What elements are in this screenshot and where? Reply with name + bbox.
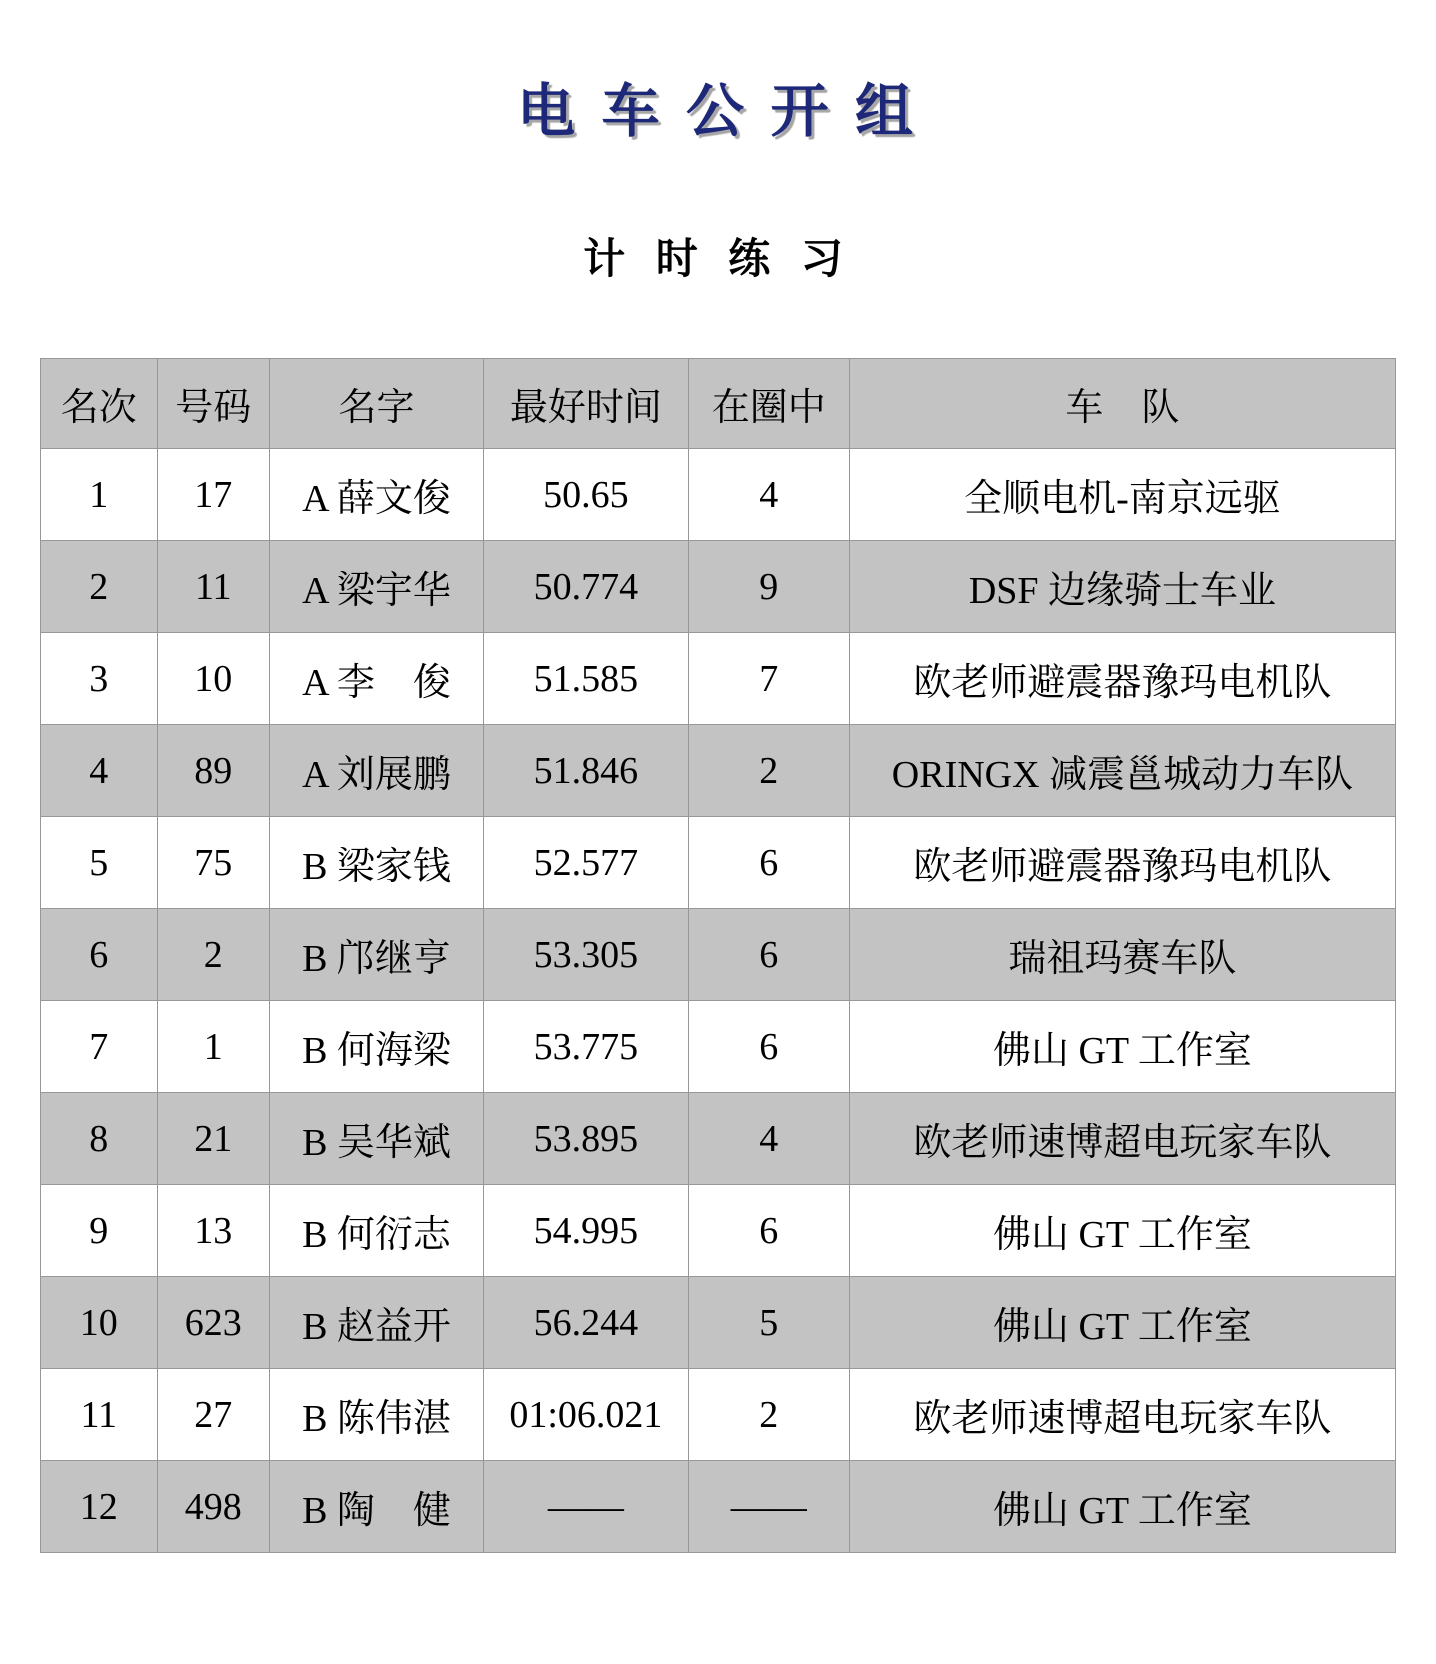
table-row — [41, 1093, 1396, 1185]
table-row — [41, 541, 1396, 633]
cell-best-time: 52.577 — [484, 817, 689, 909]
cell-name: A 薛文俊 — [269, 449, 483, 541]
cell-in-lap: 6 — [688, 1001, 849, 1093]
cell-name: B 陈伟湛 — [269, 1369, 483, 1461]
cell-in-lap: 5 — [688, 1277, 849, 1369]
cell-best-time: —— — [484, 1461, 689, 1553]
cell-number: 623 — [157, 1277, 269, 1369]
cell-best-time: 51.585 — [484, 633, 689, 725]
cell-team: 佛山 GT 工作室 — [849, 1001, 1395, 1093]
column-header-rank: 名次 — [41, 359, 158, 449]
cell-rank: 4 — [41, 725, 158, 817]
cell-in-lap: —— — [688, 1461, 849, 1553]
cell-number: 13 — [157, 1185, 269, 1277]
cell-team: 佛山 GT 工作室 — [849, 1185, 1395, 1277]
cell-best-time: 51.846 — [484, 725, 689, 817]
cell-best-time: 53.895 — [484, 1093, 689, 1185]
cell-number: 27 — [157, 1369, 269, 1461]
table-row — [41, 1001, 1396, 1093]
cell-in-lap: 4 — [688, 449, 849, 541]
cell-in-lap: 6 — [688, 1185, 849, 1277]
cell-number: 10 — [157, 633, 269, 725]
cell-best-time: 54.995 — [484, 1185, 689, 1277]
cell-name: A 李 俊 — [269, 633, 483, 725]
cell-number: 1 — [157, 1001, 269, 1093]
cell-rank: 3 — [41, 633, 158, 725]
cell-best-time: 50.65 — [484, 449, 689, 541]
page-title: 电 车 公 开 组 — [516, 79, 919, 144]
cell-team: 欧老师速博超电玩家车队 — [849, 1093, 1395, 1185]
cell-best-time: 53.775 — [484, 1001, 689, 1093]
cell-name: B 吴华斌 — [269, 1093, 483, 1185]
table-row — [41, 1185, 1396, 1277]
cell-team: 全顺电机-南京远驱 — [849, 449, 1395, 541]
page-subtitle: 计 时 练 习 — [583, 237, 853, 283]
cell-in-lap: 6 — [688, 817, 849, 909]
table-row — [41, 633, 1396, 725]
cell-rank: 1 — [41, 449, 158, 541]
table-row — [41, 725, 1396, 817]
cell-team: 欧老师速博超电玩家车队 — [849, 1369, 1395, 1461]
cell-rank: 9 — [41, 1185, 158, 1277]
cell-best-time: 50.774 — [484, 541, 689, 633]
cell-team: 佛山 GT 工作室 — [849, 1277, 1395, 1369]
cell-number: 75 — [157, 817, 269, 909]
cell-rank: 5 — [41, 817, 158, 909]
cell-name: B 陶 健 — [269, 1461, 483, 1553]
cell-name: B 赵益开 — [269, 1277, 483, 1369]
cell-rank: 7 — [41, 1001, 158, 1093]
column-header-in-lap: 在圈中 — [688, 359, 849, 449]
cell-team: 欧老师避震器豫玛电机队 — [849, 633, 1395, 725]
cell-number: 498 — [157, 1461, 269, 1553]
cell-in-lap: 2 — [688, 1369, 849, 1461]
column-header-number: 号码 — [157, 359, 269, 449]
cell-team: DSF 边缘骑士车业 — [849, 541, 1395, 633]
cell-in-lap: 2 — [688, 725, 849, 817]
cell-rank: 10 — [41, 1277, 158, 1369]
column-header-name: 名字 — [269, 359, 483, 449]
cell-name: A 梁宇华 — [269, 541, 483, 633]
table-row — [41, 817, 1396, 909]
cell-team: 佛山 GT 工作室 — [849, 1461, 1395, 1553]
column-header-best-time: 最好时间 — [484, 359, 689, 449]
cell-team: 瑞祖玛赛车队 — [849, 909, 1395, 1001]
cell-name: B 何海梁 — [269, 1001, 483, 1093]
cell-rank: 6 — [41, 909, 158, 1001]
cell-name: A 刘展鹏 — [269, 725, 483, 817]
cell-rank: 12 — [41, 1461, 158, 1553]
cell-number: 21 — [157, 1093, 269, 1185]
cell-best-time: 53.305 — [484, 909, 689, 1001]
table-row — [41, 1369, 1396, 1461]
table-row — [41, 909, 1396, 1001]
cell-best-time: 56.244 — [484, 1277, 689, 1369]
cell-rank: 8 — [41, 1093, 158, 1185]
table-row — [41, 1461, 1396, 1553]
column-header-team: 车 队 — [849, 359, 1395, 449]
cell-name: B 邝继亨 — [269, 909, 483, 1001]
cell-in-lap: 9 — [688, 541, 849, 633]
cell-rank: 11 — [41, 1369, 158, 1461]
table-row — [41, 1277, 1396, 1369]
results-table — [40, 358, 1396, 1553]
cell-team: ORINGX 减震邕城动力车队 — [849, 725, 1395, 817]
cell-number: 89 — [157, 725, 269, 817]
table-row — [41, 449, 1396, 541]
cell-best-time: 01:06.021 — [484, 1369, 689, 1461]
table-header-row — [41, 359, 1396, 449]
cell-in-lap: 7 — [688, 633, 849, 725]
cell-number: 11 — [157, 541, 269, 633]
cell-name: B 梁家钱 — [269, 817, 483, 909]
cell-number: 2 — [157, 909, 269, 1001]
cell-in-lap: 6 — [688, 909, 849, 1001]
cell-rank: 2 — [41, 541, 158, 633]
cell-team: 欧老师避震器豫玛电机队 — [849, 817, 1395, 909]
cell-number: 17 — [157, 449, 269, 541]
cell-in-lap: 4 — [688, 1093, 849, 1185]
cell-name: B 何衍志 — [269, 1185, 483, 1277]
